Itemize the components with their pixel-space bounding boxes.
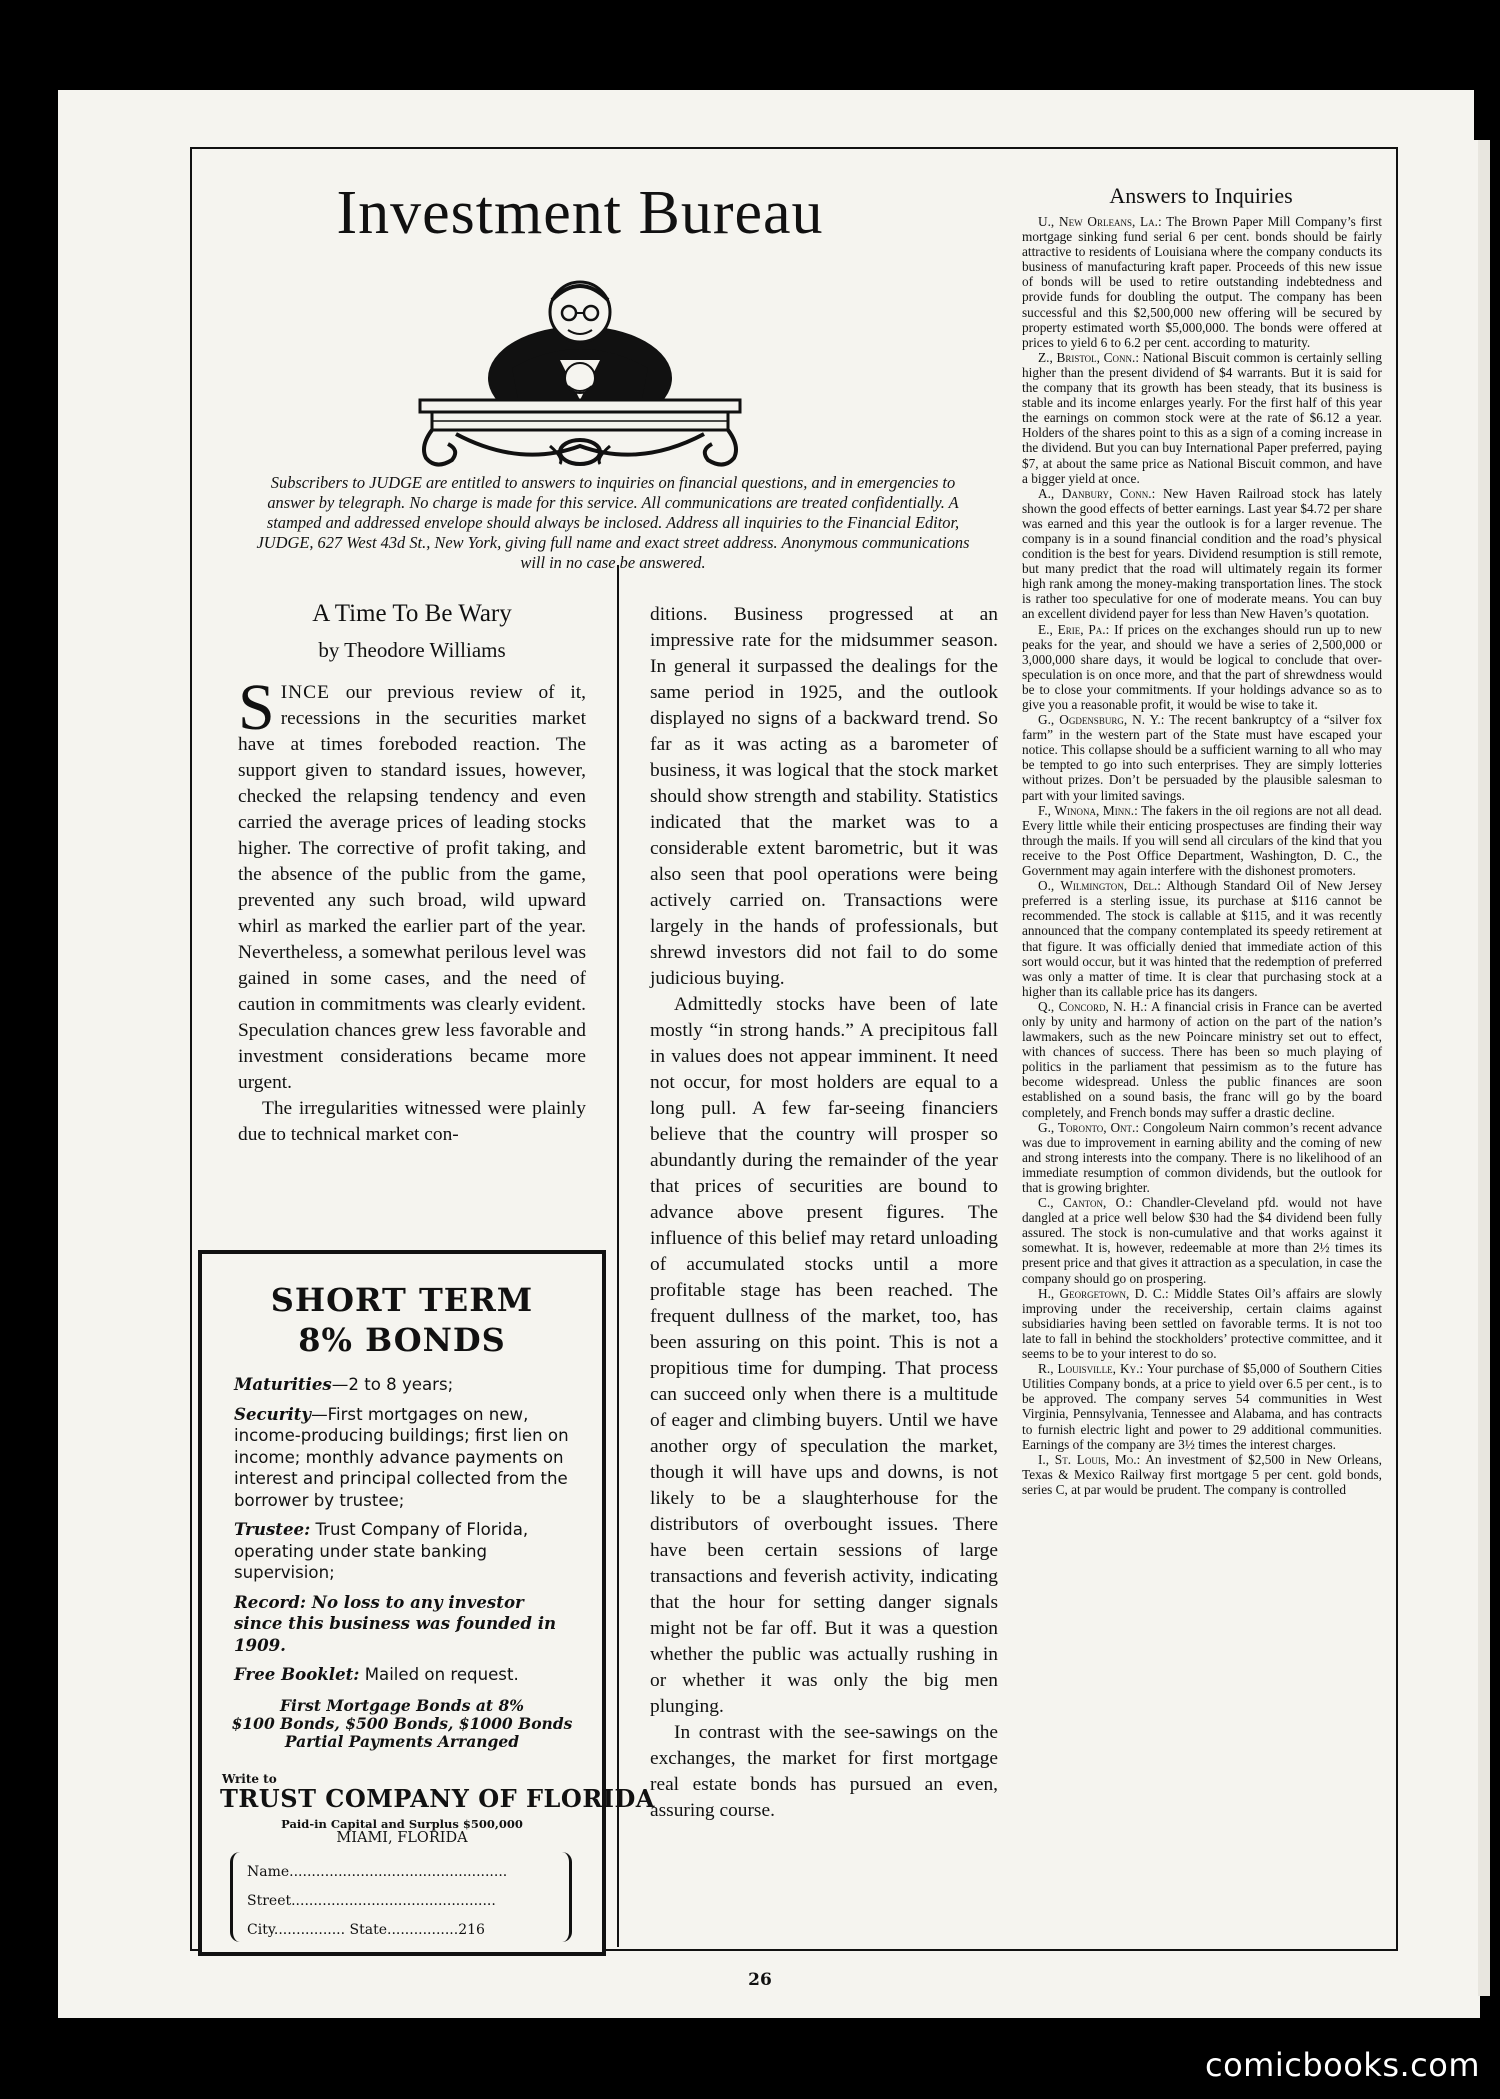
ad-label: Trustee: — [234, 1519, 311, 1539]
inquiry-answer — [1022, 999, 1382, 1120]
inquirer-name: U., New Orleans, La.: — [1038, 214, 1162, 229]
page-title: Investment Bureau — [336, 179, 824, 247]
ad-text: —2 to 8 years; — [331, 1375, 454, 1394]
answer-text: The recent bankruptcy of a “silver fox farm” in the western part of the State must have escaped your notice. This collapse should be a sufficient warning to all who may be tempted to go into such enterprises. They are simply lotteries without prizes. Don’t be persuaded by the plausible salesman to part with your limited savings. — [1022, 712, 1382, 803]
article-paragraph: The irregularities witnessed were plainly due to technical market con- — [238, 1098, 586, 1145]
article-column-2 — [650, 602, 998, 1824]
coupon-name-field[interactable]: Name................................................. — [247, 1864, 508, 1880]
inquirer-name: Z., Bristol, Conn.: — [1038, 349, 1140, 365]
ad-security — [234, 1404, 574, 1512]
inquirer-name: G., Ogdensburg, N. Y.: — [1038, 712, 1165, 728]
inquirer-name: C., Canton, O.: — [1038, 1195, 1133, 1211]
inquirer-name: Q., Concord, N. H.: — [1038, 998, 1148, 1014]
inquiry-answer — [1022, 1452, 1382, 1497]
inquiry-answer — [1022, 712, 1382, 803]
ad-headline-line: SHORT TERM — [270, 1281, 534, 1319]
ad-label: Record: — [234, 1591, 306, 1612]
paragraph-text: our previous review of it, recessions in the securities market have at times foreboded reaction. The support given to standard issues, however, checked the relapsing tendency and even carried the average prices of leading stocks higher. The corrective of profit taking, and the absence of the public from the game, prevented any such broad, wild upward whirl as marked the earlier part of the year. Nevertheless, a somewhat perilous level was gained in some cases, and the need of caution in commitments was clearly evident. Speculation chances grew less favorable and investment considerations became more urgent. — [238, 682, 586, 1093]
answer-text: A financial crisis in France can be averted only by unity and harmony of action on the part of the nation’s lawmakers, such as the new Poincare ministry set out to effect, with chances of success. There has been so much playing of politics in the parliament that pessimism as to the future has become widespread. Unless the public finances are soon established on a sound basis, the franc will go by the board completely, and French bonds may suffer a drastic decline. — [1022, 998, 1382, 1120]
scan-corner — [1474, 0, 1500, 140]
inquirer-name: R., Louisville, Ky.: — [1038, 1361, 1144, 1377]
answer-text: If prices on the exchanges should run up to new peaks for the year, and should we have a series of 2,500,000 or 3,000,000 share days, it would be logical to conclude that over-speculation is on once more, and that the part of shrewdness would be to close your commitments. If your holdings advance so as to give you a reasonable profit, it would be wise to take it. — [1022, 621, 1382, 712]
inquiry-answer — [1022, 1286, 1382, 1361]
inquiry-answer — [1022, 486, 1382, 622]
answer-text: National Biscuit common is certainly selling higher than the present dividend of $4 warrants. But it is said for the company that its growth has been steady, that its business is stable and its income enlarges yearly. For the first half of this year the earnings on common stock were at the rate of $6.12 a year. Holders of the shares point to this as a sign of a coming increase in the dividend. But you can buy International Paper preferred, paying $7, at about the same price as National Biscuit common, and have a bigger yield at once. — [1022, 349, 1383, 486]
ad-headline — [202, 1280, 602, 1360]
answers-list — [1022, 214, 1382, 1497]
answer-text: Middle States Oil’s affairs are slowly improving under the receivership, certain claims against subsidiaries having been settled on favorable terms. It is not too late to fall in behind the stockholders’ protective committee, and it seems to be to your interest to do so. — [1022, 1285, 1382, 1362]
coupon-form — [230, 1852, 572, 1942]
answer-text: Your purchase of $5,000 of Southern Cities Utilities Company bonds, at a price to yield over 6.5 per cent., is to be approved. The company serves 54 communities in West Virginia, Pennsylvania, Tennessee and Alabama, and has contracts to furnish electric light and power to 29 additional communities. Earnings of the company are 3½ times the interest charges. — [1022, 1361, 1382, 1452]
inquiry-answer — [1022, 803, 1382, 878]
article-paragraph — [238, 671, 586, 1096]
ad-body — [234, 1374, 574, 1694]
coupon-city-field[interactable]: City................ State................216 — [247, 1922, 485, 1938]
ad-offer-line: First Mortgage Bonds at 8% — [280, 1696, 524, 1715]
drop-cap: S — [238, 671, 275, 744]
answer-text: New Haven Railroad stock has lately shown the good effects of better earnings. Last year $4.72 per share was earned and this year the outlook is for a larger revenue. The company is in a sound financial condition and the road’s physical condition is the best for years. Dividend resumption is still remote, but many predict that the road will ultimately regain its former high rank among the money-making transportation lines. The stock is rather too speculative for one of moderate means. You can buy an excellent dividend payer for less than New Haven’s quotation. — [1022, 485, 1382, 622]
ad-company-name: TRUST COMPANY OF FLORIDA — [220, 1784, 655, 1813]
answer-text: Congoleum Nairn common’s recent advance was due to improvement in earning ability and the coming of new and strong interests into the company. There is no likelihood of an immediate resumption of common dividends, but the outlook for that is growing brighter. — [1022, 1119, 1382, 1195]
site-watermark: comicbooks.com — [1204, 2046, 1480, 2084]
coupon-street-field[interactable]: Street.............................................. — [247, 1893, 496, 1909]
ad-offer-line: $100 Bonds, $500 Bonds, $1000 Bonds — [231, 1714, 573, 1733]
ad-booklet — [234, 1664, 574, 1686]
article-paragraph: ditions. Business progressed at an impressive rate for the midsummer season. In general it surpassed the dealings for the same period in 1925, and the outlook displayed no signs of a backward trend. So far as it was acting as a barometer of business, it was logical that the stock market should show strength and stability. Statistics indicated that the market was to a considerable extent barometric, but it was also seen that pool operations were being actively carried on. Transactions were largely in the hands of professionals, but shrewd investors did not fail to do some judicious buying. — [650, 604, 998, 989]
inquirer-name: E., Erie, Pa.: — [1038, 621, 1110, 637]
page-number: 26 — [748, 1970, 772, 1990]
lead-smallcaps: INCE — [280, 682, 330, 703]
answer-text: An investment of $2,500 in New Orleans, Texas & Mexico Railway first mortgage 5 per cent. gold bonds, series C, at par would be prudent. The company is controlled — [1022, 1451, 1382, 1497]
ad-label: Maturities — [234, 1374, 332, 1394]
inquirer-name: G., Toronto, Ont.: — [1038, 1119, 1140, 1135]
answers-heading: Answers to Inquiries — [1109, 183, 1293, 208]
inquiry-answer — [1022, 350, 1382, 486]
ad-capital: Paid-in Capital and Surplus $500,000 — [281, 1817, 523, 1831]
answer-text: The Brown Paper Mill Company’s first mortgage sinking fund serial 6 per cent. bonds should be fairly attractive to residents of Louisiana where the company conducts its business of manufacturing kraft paper. Proceeds of this new issue of bonds will be used to retire outstanding indebtedness and provide funds for doubling the output. The company has been successful and this $2,500,000 new offering will be secured by property estimated worth $5,000,000. The bonds were offered at prices to yield 6 to 6.2 per cent. according to maturity. — [1022, 214, 1382, 350]
inquirer-name: O., Wilmington, Del.: — [1038, 878, 1161, 894]
ad-city: MIAMI, FLORIDA — [336, 1830, 468, 1846]
financial-editor-illustration — [400, 250, 760, 472]
inquiry-answer — [1022, 1195, 1382, 1286]
article-byline: by Theodore Williams — [318, 638, 506, 662]
ad-maturities — [234, 1374, 574, 1396]
ad-text: Trust Company of Florida, operating under state banking supervision; — [234, 1520, 529, 1582]
ad-write-to: Write to — [222, 1772, 277, 1786]
ad-headline-line: 8% BONDS — [298, 1321, 506, 1359]
article-column-1 — [238, 671, 586, 1148]
ad-offer — [222, 1697, 582, 1751]
answer-text: Chandler-Cleveland pfd. would not have dangled at a price well below $30 had the $4 dividend been fully assured. The stock is non-cumulative and that works against it somewhat. It is, however, redeemable at more than 2½ times its present price and that gives it attraction as a speculation, in case the company should go on prospering. — [1022, 1195, 1382, 1286]
ad-label: Security — [234, 1403, 312, 1424]
ad-text: Mailed on request. — [359, 1665, 519, 1684]
next-page-edge — [1478, 96, 1490, 1996]
inquirer-name: F., Winona, Minn.: — [1038, 802, 1138, 818]
ad-record — [234, 1592, 574, 1657]
inquirer-name: I., St. Louis, Mo.: — [1038, 1451, 1141, 1467]
inquiry-answer — [1022, 214, 1382, 350]
inquiry-answer — [1022, 622, 1382, 713]
article-title: A Time To Be Wary — [312, 600, 512, 627]
inquiry-answer — [1022, 1120, 1382, 1195]
answer-text: The fakers in the oil regions are not all dead. Every little while their enticing prospectuses are finding their way through the mails. If you will send all circulars of the kind that you receive to the Post Office Department, Washington, D. C., the Government may again interfere with the dishonest promoters. — [1022, 802, 1382, 879]
inquirer-name: A., Danbury, Conn.: — [1038, 485, 1156, 501]
ad-trustee — [234, 1519, 574, 1584]
article-paragraph: Admittedly stocks have been of late mostly “in strong hands.” A precipitous fall in values does not appear imminent. It need not occur, for most holders are equal to a long pull. A few far-seeing financiers believe that the country will prosper so abundantly during the remainder of the year that prices of securities are bound to advance above present figures. The influence of this belief may retard unloading of accumulated stocks until a more profitable stage has been reached. The frequent dullness of the market, too, has been assuring on this point. This is not a propitious time for dumping. That process can succeed only when there is a multitude of eager and climbing buyers. Until we have another orgy of speculation the market, though it will have ups and downs, is not likely to be a slaughterhouse for the distributors of overbought issues. There have been certain sessions of large transactions and feverish activity, indicating that the hour for setting danger signals might not be far off. But it was a question whether the public was actually rushing in or whether it was only the big men plunging. — [650, 994, 998, 1717]
ad-text: —First mortgages on new, income-producing buildings; first lien on income; monthly advance payments on interest and principal collected from the borrower by trustee; — [234, 1404, 569, 1510]
article-paragraph: In contrast with the see-sawings on the exchanges, the market for first mortgage real estate bonds has pursued an even, assuring course. — [650, 1722, 998, 1821]
answer-text: Although Standard Oil of New Jersey preferred is a sterling issue, its purchase at $116 cannot be recommended. The stock is callable at $115, and it was recently announced that the company contemplated its speedy retirement at that figure. It was officially denied that immediate action of this sort would occur, but it was hinted that the redemption of preferred was only a matter of time. It is clear that purchasing stock at a higher than its callable price has its dangers. — [1022, 878, 1382, 999]
bond-advertisement — [198, 1250, 655, 1956]
ad-text: No loss to any investor since this business was founded in 1909. — [234, 1591, 557, 1655]
subscriber-note: Subscribers to JUDGE are entitled to answers to inquiries on financial questions, and in emergencies to answer by telegraph. No charge is made for this service. All communications are treated confidentially. A stamped and addressed envelope should always be inclosed. Address all inquiries to the Financial Editor, JUDGE, 627 West 43d St., New York, giving full name and exact street address. Anonymous communications will in no case be answered. — [256, 473, 970, 572]
column-divider — [617, 565, 619, 1947]
inquiry-answer — [1022, 878, 1382, 999]
inquirer-name: H., Georgetown, D. C.: — [1038, 1285, 1169, 1301]
ad-offer-line: Partial Payments Arranged — [284, 1732, 520, 1751]
ad-label: Free Booklet: — [234, 1664, 360, 1684]
inquiry-answer — [1022, 1361, 1382, 1452]
